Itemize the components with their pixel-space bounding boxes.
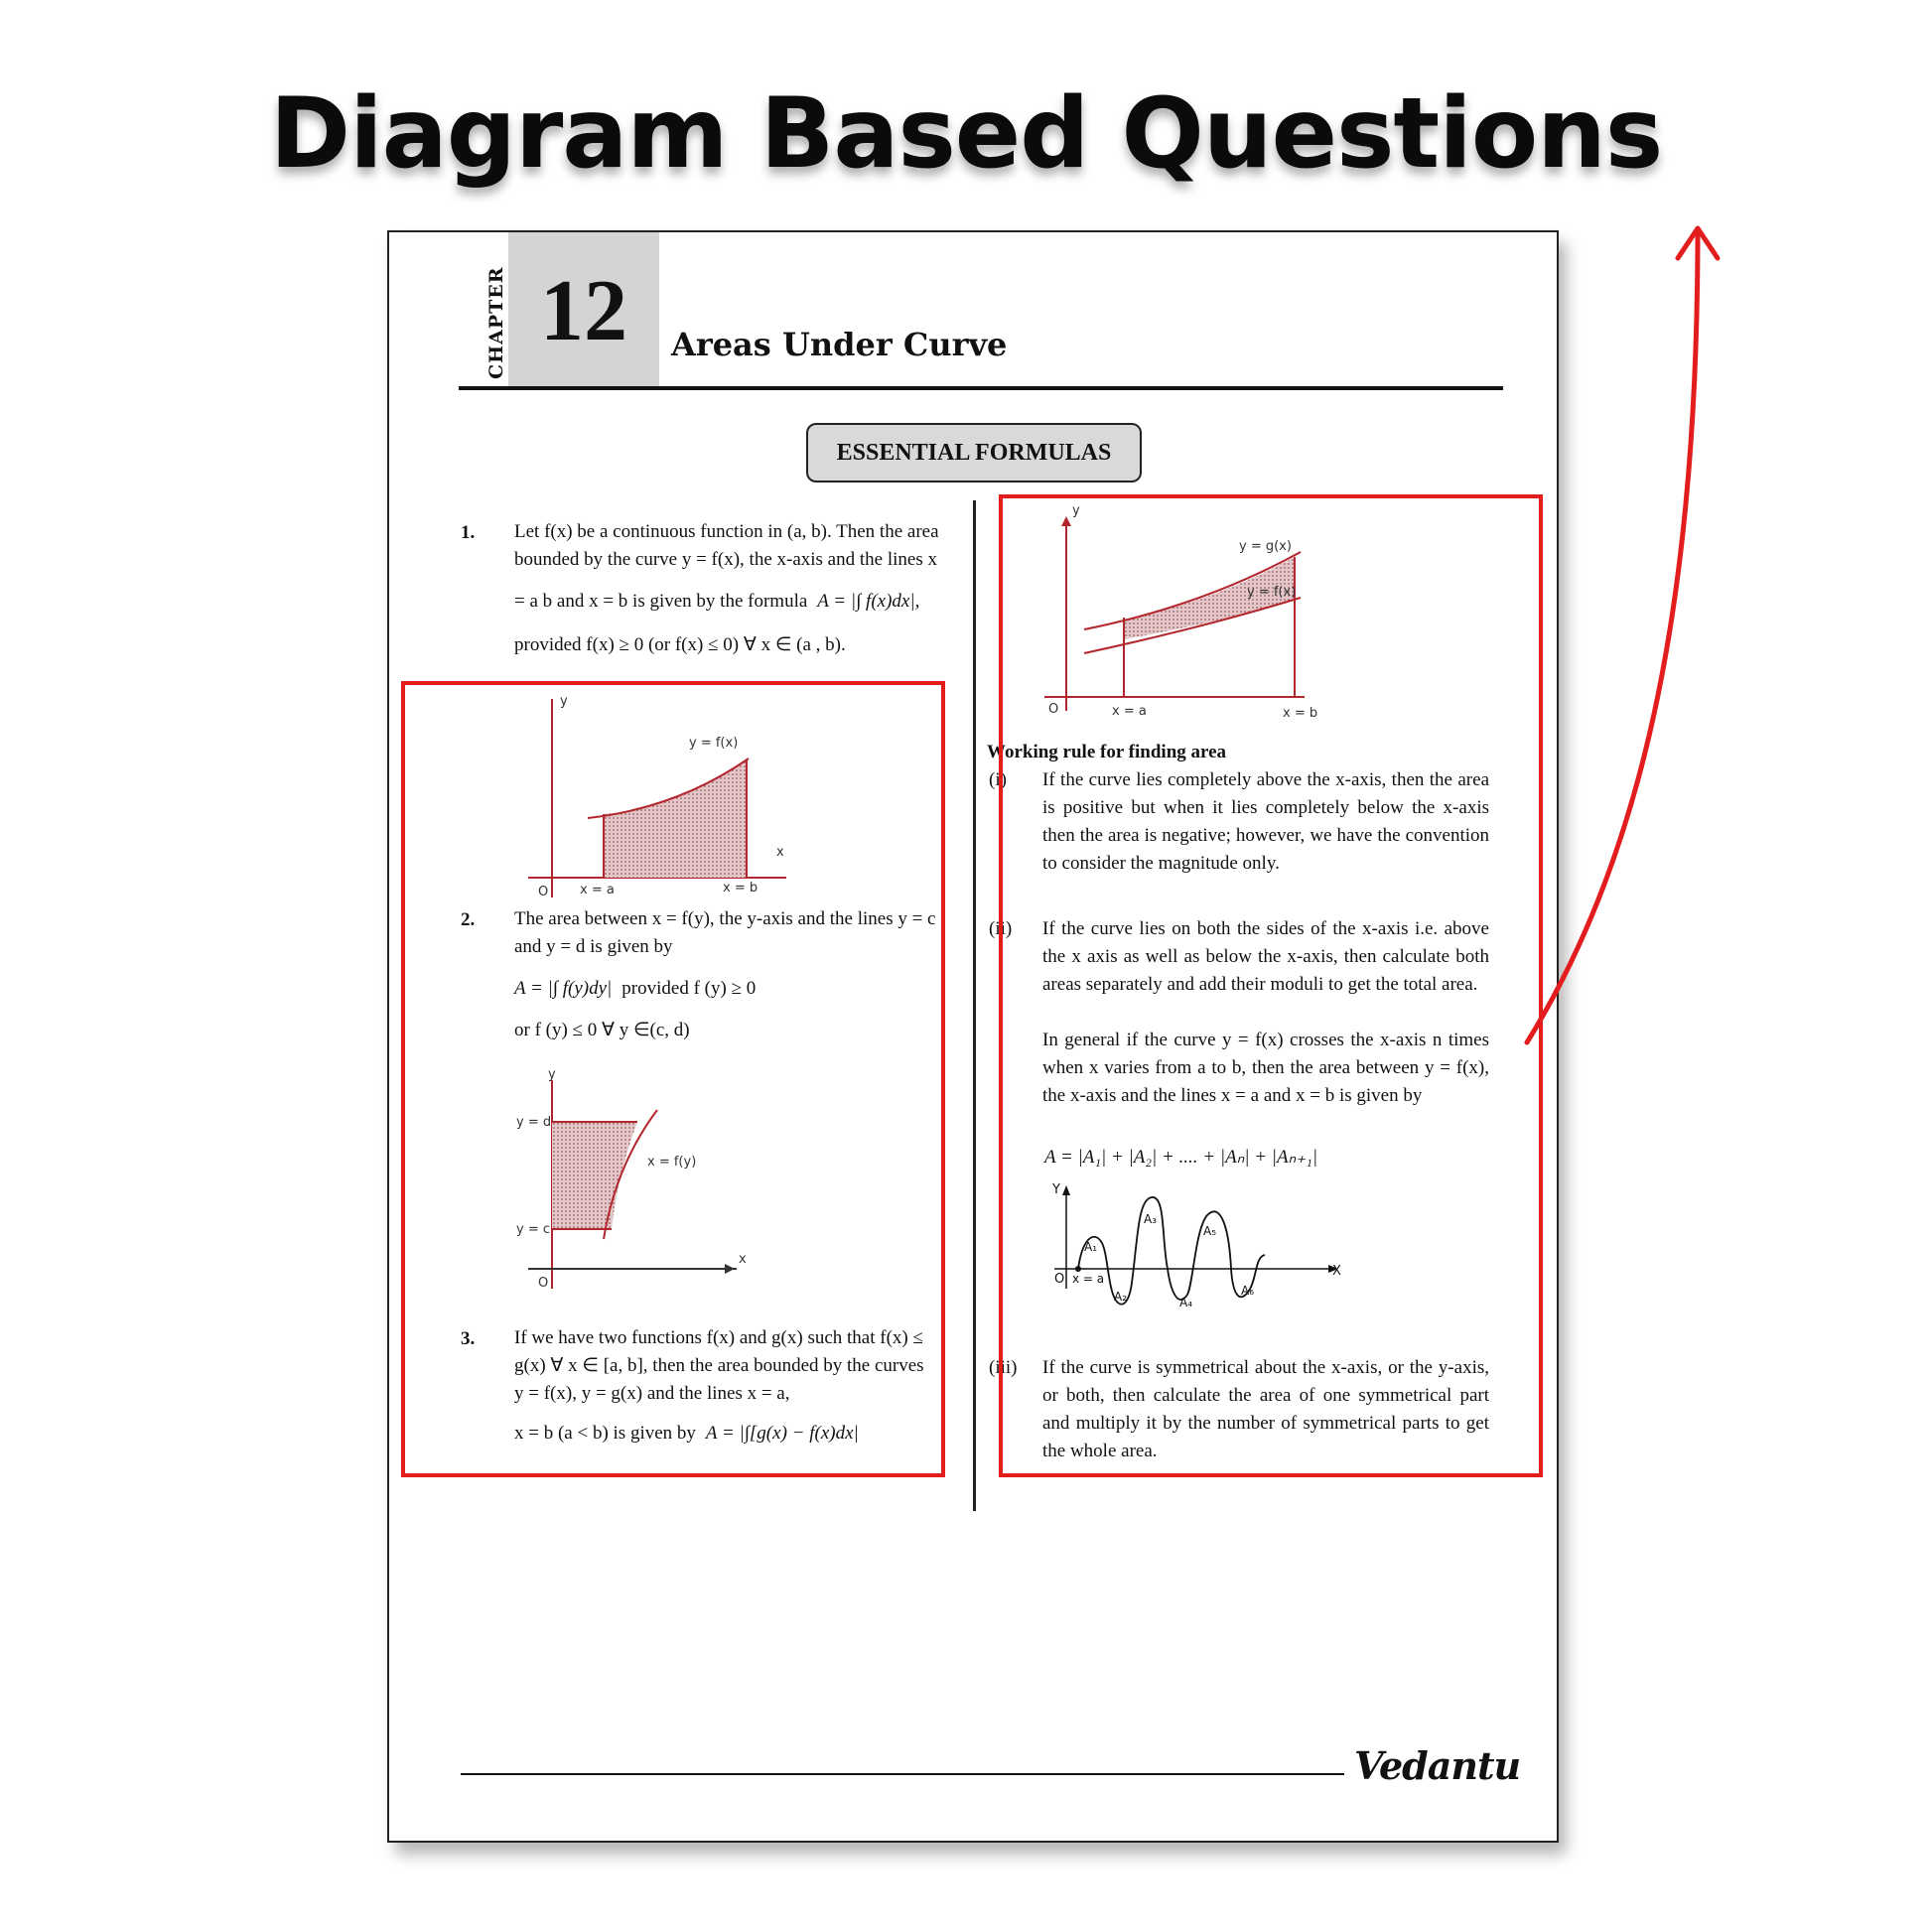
rule-iii-marker: (iii) <box>989 1357 1018 1378</box>
rule-ii-marker: (ii) <box>989 918 1013 939</box>
rule-i-text: If the curve lies completely above the x-axis, then the area is positive but when it lies completely below the x-axis then the area is negative; however, we have the convention to consider the magnitude only. <box>1042 769 1489 874</box>
red-arrow-icon <box>1519 218 1737 1052</box>
chapter-number: 12 <box>508 232 659 389</box>
svg-text:A₄: A₄ <box>1179 1296 1193 1310</box>
item-1-formula: A = |∫ f(x)dx|, <box>817 591 920 612</box>
svg-text:O: O <box>538 885 549 899</box>
rule-ii-text: If the curve lies on both the sides of the x-axis i.e. above the x axis as well as below the x-axis, then calculate both areas separately and add their moduli to get the total area. <box>1042 918 1489 995</box>
svg-text:y = g(x): y = g(x) <box>1239 539 1292 554</box>
svg-text:x = a: x = a <box>1072 1272 1105 1286</box>
svg-text:x = f(y): x = f(y) <box>647 1155 697 1170</box>
svg-text:x = b: x = b <box>723 881 759 896</box>
item-3-formula: A = |∫[g(x) − f(x)dx| <box>705 1423 859 1444</box>
svg-text:X: X <box>1332 1264 1341 1279</box>
svg-text:y: y <box>1072 503 1080 518</box>
chapter-title: Areas Under Curve <box>671 326 1008 363</box>
left-highlight-box <box>401 681 945 1477</box>
item-3-text: If we have two functions f(x) and g(x) such that f(x) ≤ g(x) ∀ x ∈ [a, b], then the area bounded by the curves y = f(x), y = g(x) and the lines x = a, x = b (a < b) is given by A = |∫[g(x) − f(x)dx| <box>514 1324 971 1448</box>
item-2-formula: A = |∫ f(y)dy| <box>514 978 613 999</box>
svg-text:A₃: A₃ <box>1144 1212 1158 1226</box>
svg-text:x = a: x = a <box>1112 704 1147 719</box>
essential-formulas-badge: ESSENTIAL FORMULAS <box>806 423 1142 483</box>
rule-ii-general-text: In general if the curve y = f(x) crosses the x-axis n times when x varies from a to b, then the area between y = f(x), the x-axis and the lines x = a and x = b is given by <box>1042 1030 1489 1106</box>
svg-text:A₅: A₅ <box>1203 1224 1217 1238</box>
right-highlight-box <box>999 494 1543 1477</box>
svg-text:x = b: x = b <box>1283 706 1318 721</box>
rule-i-marker: (i) <box>989 769 1007 790</box>
sum-formula: A = |A₁| + |A₂| + .... + |Aₙ| + |Aₙ₊₁| <box>1044 1147 1318 1168</box>
footer-rule <box>461 1773 1344 1775</box>
svg-text:y: y <box>560 694 568 709</box>
chapter-rule <box>459 386 1503 390</box>
svg-text:y = f(x): y = f(x) <box>689 736 739 751</box>
item-2-number: 2. <box>461 909 476 930</box>
svg-text:A₁: A₁ <box>1084 1240 1098 1254</box>
svg-text:O: O <box>1054 1272 1065 1287</box>
working-rule-title: Working rule for finding area <box>987 742 1227 762</box>
rule-iii-text: If the curve is symmetrical about the x-axis, or the y-axis, or both, then calculate the area of one symmetrical part and multiply it by the number of symmetrical parts to get the whole area. <box>1042 1357 1489 1461</box>
item-3-number: 3. <box>461 1328 476 1349</box>
svg-text:Y: Y <box>1052 1182 1060 1197</box>
svg-text:y = d: y = d <box>516 1115 552 1130</box>
svg-text:x: x <box>776 845 784 860</box>
svg-text:O: O <box>1048 702 1059 717</box>
item-2-text: The area between x = f(y), the y-axis and the lines y = c and y = d is given by A = |∫ f(y)dy| provided f (y) ≥ 0 or f (y) ≤ 0 ∀ y ∈(c, d) <box>514 908 936 1040</box>
svg-text:A₂: A₂ <box>1114 1290 1128 1304</box>
item-1-number: 1. <box>461 522 476 543</box>
column-divider <box>973 500 976 1511</box>
item-1-text: Let f(x) be a continuous function in (a, b). Then the area bounded by the curve y = f(x), the x-axis and the lines x = a b and x = b is given by the formula A = |∫ f(x)dx|, provided f(x) ≥ 0 (or f(x) ≤ 0) ∀ x ∈ (a , b). <box>514 521 939 655</box>
svg-text:y: y <box>548 1067 556 1082</box>
vedantu-logo: Vedantu <box>1354 1743 1521 1788</box>
page-heading: Diagram Based Questions <box>269 77 1663 191</box>
chapter-label: CHAPTER <box>485 266 507 379</box>
svg-text:y = c: y = c <box>516 1222 550 1237</box>
svg-text:O: O <box>538 1276 549 1291</box>
svg-text:y = f(x): y = f(x) <box>1247 585 1297 600</box>
svg-text:x: x <box>739 1252 747 1267</box>
svg-text:A₆: A₆ <box>1241 1284 1255 1298</box>
svg-text:x = a: x = a <box>580 883 615 897</box>
